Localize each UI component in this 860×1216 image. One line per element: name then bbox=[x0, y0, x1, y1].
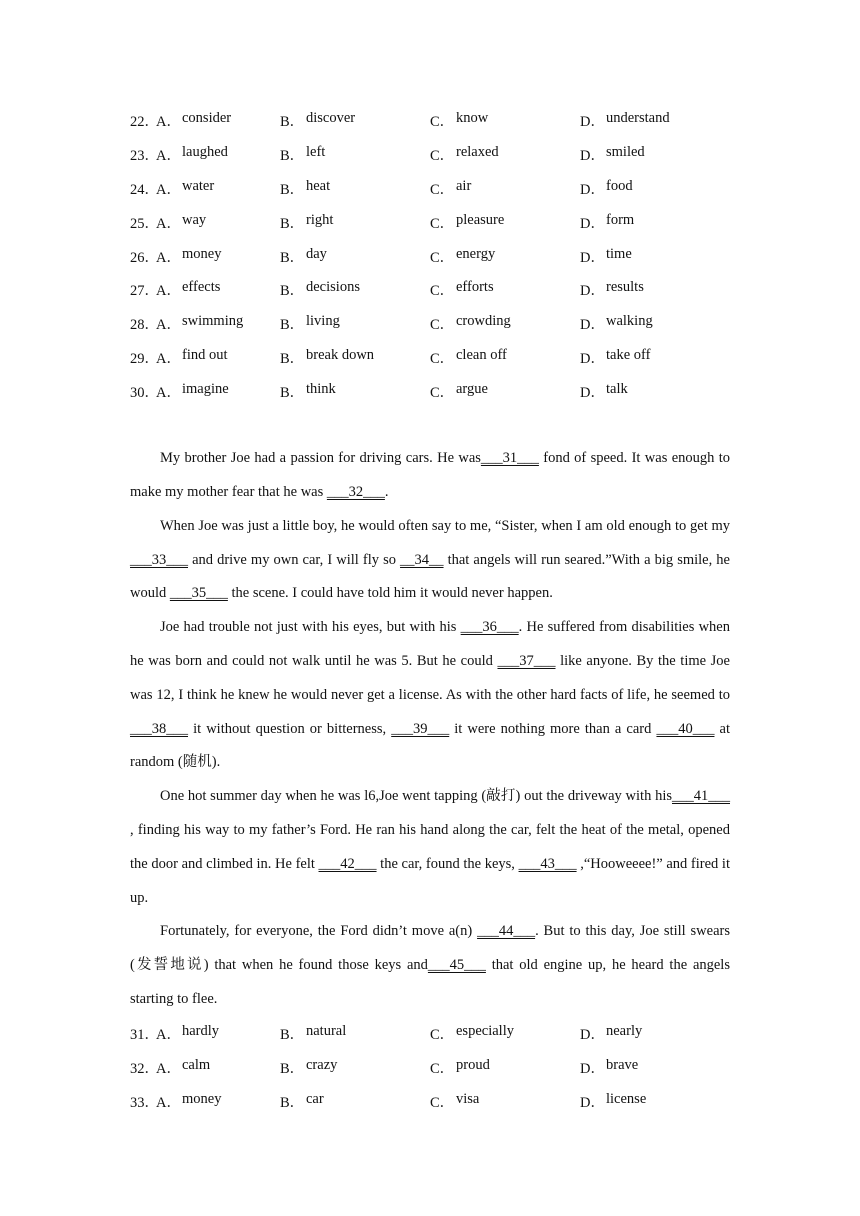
option-text: swimming bbox=[182, 313, 244, 330]
question-number: 26． bbox=[130, 249, 159, 266]
answer-option bbox=[430, 1091, 580, 1112]
question-row bbox=[130, 307, 730, 341]
option-text: money bbox=[182, 245, 222, 262]
passage-text: at random (随机). bbox=[130, 720, 730, 771]
option-letter: A． bbox=[156, 114, 181, 131]
answer-option bbox=[430, 1057, 580, 1078]
question-row bbox=[130, 239, 730, 273]
option-text: car bbox=[306, 1090, 324, 1107]
option-text: understand bbox=[606, 110, 670, 127]
option-text: crazy bbox=[306, 1056, 338, 1073]
option-letter: B． bbox=[280, 249, 305, 266]
option-letter: C． bbox=[430, 350, 455, 367]
question-number: 29． bbox=[130, 350, 159, 367]
answer-option bbox=[156, 110, 280, 131]
question-number: 25． bbox=[130, 215, 159, 232]
passage-paragraph bbox=[130, 780, 730, 915]
question-number: 30． bbox=[130, 384, 159, 401]
option-letter: B． bbox=[280, 181, 305, 198]
answer-option bbox=[580, 313, 730, 334]
option-text: water bbox=[182, 177, 215, 194]
option-text: break down bbox=[306, 346, 375, 363]
answer-blank: ___31___ bbox=[480, 450, 539, 467]
answer-option bbox=[280, 110, 430, 131]
answer-option bbox=[580, 347, 730, 368]
option-letter: D． bbox=[580, 384, 605, 401]
option-letter: D． bbox=[580, 181, 605, 198]
answer-blank: ___38___ bbox=[130, 720, 188, 737]
answer-option bbox=[156, 212, 280, 233]
answer-blank: ___44___ bbox=[477, 923, 536, 940]
question-list-22-30 bbox=[130, 104, 730, 408]
option-text: air bbox=[456, 177, 472, 194]
answer-option bbox=[156, 246, 280, 267]
option-text: relaxed bbox=[456, 144, 499, 161]
option-text: brave bbox=[606, 1056, 639, 1073]
question-number: 24． bbox=[130, 181, 159, 198]
answer-blank: __34__ bbox=[400, 551, 444, 568]
answer-blank: ___41___ bbox=[672, 788, 730, 805]
answer-blank: ___43___ bbox=[518, 855, 577, 872]
option-letter: C． bbox=[430, 148, 455, 165]
answer-option bbox=[580, 381, 730, 402]
passage-text: and drive my own car, I will fly so bbox=[188, 551, 401, 568]
passage-text: , finding his way to my father’s Ford. He ran his hand along the car, felt the heat of the metal, opened the door and climbed in. He felt bbox=[130, 821, 730, 872]
option-text: results bbox=[606, 279, 644, 296]
option-letter: A． bbox=[156, 181, 181, 198]
answer-blank: ___35___ bbox=[169, 585, 228, 602]
option-text: know bbox=[456, 110, 489, 127]
option-text: time bbox=[606, 245, 632, 262]
passage-text: My brother Joe had a passion for driving cars. He was bbox=[160, 450, 481, 467]
answer-option bbox=[580, 212, 730, 233]
option-text: nearly bbox=[606, 1023, 643, 1040]
option-text: way bbox=[182, 211, 207, 228]
answer-option bbox=[430, 144, 580, 165]
answer-option bbox=[430, 381, 580, 402]
answer-option bbox=[580, 1091, 730, 1112]
passage-paragraph bbox=[130, 442, 730, 510]
question-number: 23． bbox=[130, 148, 159, 165]
option-text: calm bbox=[182, 1056, 211, 1073]
question-number: 28． bbox=[130, 317, 159, 334]
answer-option bbox=[280, 347, 430, 368]
answer-option bbox=[280, 212, 430, 233]
answer-option bbox=[280, 178, 430, 199]
option-text: money bbox=[182, 1090, 222, 1107]
option-text: left bbox=[306, 144, 326, 161]
answer-option bbox=[430, 279, 580, 300]
option-letter: D． bbox=[580, 350, 605, 367]
question-number: 32． bbox=[130, 1060, 159, 1077]
question-row bbox=[130, 138, 730, 172]
answer-option bbox=[156, 178, 280, 199]
option-letter: B． bbox=[280, 1027, 305, 1044]
answer-option bbox=[156, 1023, 280, 1044]
option-text: form bbox=[606, 211, 635, 228]
option-text: effects bbox=[182, 279, 221, 296]
option-letter: A． bbox=[156, 283, 181, 300]
option-text: walking bbox=[606, 313, 653, 330]
option-text: pleasure bbox=[456, 211, 505, 228]
option-text: visa bbox=[456, 1090, 480, 1107]
option-letter: B． bbox=[280, 1094, 305, 1111]
option-letter: A． bbox=[156, 148, 181, 165]
option-letter: B． bbox=[280, 148, 305, 165]
question-row bbox=[130, 374, 730, 408]
option-text: living bbox=[306, 313, 340, 330]
option-letter: A． bbox=[156, 1060, 181, 1077]
option-letter: B． bbox=[280, 215, 305, 232]
option-letter: B． bbox=[280, 114, 305, 131]
answer-blank: ___36___ bbox=[460, 619, 519, 636]
answer-option bbox=[156, 313, 280, 334]
option-text: decisions bbox=[306, 279, 360, 296]
passage-text: One hot summer day when he was l6,Joe went tapping (敲打) out the driveway with his bbox=[160, 788, 672, 805]
passage-paragraph bbox=[130, 510, 730, 611]
option-text: efforts bbox=[456, 279, 494, 296]
cloze-passage bbox=[130, 442, 730, 1017]
passage-text: . But to this day, Joe still swears (发誓地说) that when he found those keys and bbox=[130, 923, 730, 974]
question-row bbox=[130, 104, 730, 138]
answer-option bbox=[430, 1023, 580, 1044]
answer-blank: ___33___ bbox=[130, 551, 188, 568]
passage-text: that angels will run seared.”With a big smile, he would bbox=[130, 551, 730, 602]
answer-option bbox=[580, 178, 730, 199]
passage-text: the car, found the keys, bbox=[376, 855, 519, 872]
option-letter: C． bbox=[430, 249, 455, 266]
question-row bbox=[130, 172, 730, 206]
answer-option bbox=[156, 381, 280, 402]
answer-option bbox=[280, 381, 430, 402]
passage-text: . bbox=[384, 483, 389, 500]
question-number: 33． bbox=[130, 1094, 159, 1111]
option-letter: B． bbox=[280, 283, 305, 300]
option-text: think bbox=[306, 380, 336, 397]
option-letter: D． bbox=[580, 249, 605, 266]
option-letter: A． bbox=[156, 384, 181, 401]
option-letter: C． bbox=[430, 1094, 455, 1111]
passage-text: Joe had trouble not just with his eyes, but with his bbox=[160, 619, 461, 636]
option-letter: A． bbox=[156, 1027, 181, 1044]
answer-option bbox=[280, 279, 430, 300]
option-letter: D． bbox=[580, 317, 605, 334]
option-text: take off bbox=[606, 346, 651, 363]
answer-option bbox=[156, 279, 280, 300]
option-text: smiled bbox=[606, 144, 645, 161]
answer-option bbox=[156, 1091, 280, 1112]
option-letter: A． bbox=[156, 350, 181, 367]
question-row bbox=[130, 205, 730, 239]
option-text: food bbox=[606, 177, 633, 194]
option-text: find out bbox=[182, 346, 228, 363]
passage-text: it without question or bitterness, bbox=[188, 720, 392, 737]
option-letter: C． bbox=[430, 317, 455, 334]
option-letter: D． bbox=[580, 1027, 605, 1044]
option-letter: A． bbox=[156, 215, 181, 232]
option-text: natural bbox=[306, 1023, 347, 1040]
answer-option bbox=[430, 347, 580, 368]
answer-option bbox=[430, 246, 580, 267]
question-number: 31． bbox=[130, 1027, 159, 1044]
option-letter: B． bbox=[280, 1060, 305, 1077]
question-row bbox=[130, 341, 730, 375]
option-text: heat bbox=[306, 177, 331, 194]
option-letter: A． bbox=[156, 249, 181, 266]
option-letter: C． bbox=[430, 384, 455, 401]
answer-option bbox=[580, 1057, 730, 1078]
option-letter: C． bbox=[430, 283, 455, 300]
passage-text: . He suffered from disabilities when he was born and could not walk until he was 5. But he could bbox=[130, 619, 730, 669]
question-list-31-33 bbox=[130, 1017, 730, 1118]
answer-option bbox=[430, 110, 580, 131]
answer-option bbox=[430, 313, 580, 334]
option-text: laughed bbox=[182, 144, 228, 161]
passage-text: the scene. I could have told him it would never happen. bbox=[227, 585, 553, 602]
answer-option bbox=[156, 347, 280, 368]
answer-option bbox=[580, 144, 730, 165]
passage-text: fond of speed. It was enough to make my mother fear that he was bbox=[130, 450, 731, 500]
option-letter: D． bbox=[580, 283, 605, 300]
option-text: right bbox=[306, 211, 334, 228]
passage-paragraph bbox=[130, 611, 730, 780]
passage-text: like anyone. By the time Joe was 12, I think he knew he would never get a license. As with the other hard facts of life, he seemed to bbox=[130, 652, 730, 703]
question-row bbox=[130, 273, 730, 307]
question-row bbox=[130, 1084, 730, 1118]
option-letter: D． bbox=[580, 114, 605, 131]
option-text: energy bbox=[456, 245, 496, 262]
option-text: proud bbox=[456, 1056, 490, 1073]
option-letter: A． bbox=[156, 317, 181, 334]
option-letter: B． bbox=[280, 384, 305, 401]
answer-option bbox=[430, 178, 580, 199]
answer-option bbox=[280, 246, 430, 267]
option-text: consider bbox=[182, 110, 232, 127]
answer-blank: ___39___ bbox=[391, 720, 450, 737]
option-letter: D． bbox=[580, 148, 605, 165]
option-letter: A． bbox=[156, 1094, 181, 1111]
option-text: crowding bbox=[456, 313, 511, 330]
question-row bbox=[130, 1017, 730, 1051]
answer-option bbox=[280, 1023, 430, 1044]
answer-option bbox=[580, 110, 730, 131]
answer-blank: ___40___ bbox=[656, 720, 715, 737]
option-letter: C． bbox=[430, 181, 455, 198]
option-letter: D． bbox=[580, 1094, 605, 1111]
option-letter: D． bbox=[580, 1060, 605, 1077]
answer-option bbox=[580, 246, 730, 267]
option-text: especially bbox=[456, 1023, 514, 1040]
answer-option bbox=[580, 279, 730, 300]
answer-blank: ___42___ bbox=[318, 855, 377, 872]
option-text: day bbox=[306, 245, 327, 262]
option-letter: B． bbox=[280, 350, 305, 367]
option-letter: C． bbox=[430, 215, 455, 232]
passage-text: When Joe was just a little boy, he would often say to me, “Sister, when I am old enough to get my bbox=[160, 517, 730, 534]
option-text: hardly bbox=[182, 1023, 220, 1040]
passage-text: Fortunately, for everyone, the Ford didn’t move a(n) bbox=[160, 923, 478, 940]
answer-option bbox=[430, 212, 580, 233]
answer-option bbox=[156, 1057, 280, 1078]
passage-text: that old engine up, he heard the angels starting to flee. bbox=[130, 957, 730, 1007]
option-text: discover bbox=[306, 110, 356, 127]
option-letter: B． bbox=[280, 317, 305, 334]
question-row bbox=[130, 1051, 730, 1085]
option-letter: D． bbox=[580, 215, 605, 232]
answer-option bbox=[280, 1091, 430, 1112]
passage-text: it were nothing more than a card bbox=[449, 720, 657, 737]
answer-option bbox=[280, 144, 430, 165]
passage-paragraph bbox=[130, 915, 730, 1016]
option-letter: C． bbox=[430, 114, 455, 131]
option-text: license bbox=[606, 1090, 647, 1107]
option-letter: C． bbox=[430, 1060, 455, 1077]
passage-text: ,“Hooweeee!” and fired it up. bbox=[130, 855, 730, 906]
option-text: talk bbox=[606, 380, 628, 397]
option-text: clean off bbox=[456, 346, 507, 363]
option-text: imagine bbox=[182, 380, 229, 397]
answer-option bbox=[280, 1057, 430, 1078]
answer-option bbox=[280, 313, 430, 334]
answer-option bbox=[156, 144, 280, 165]
answer-blank: ___45___ bbox=[427, 957, 486, 974]
answer-blank: ___37___ bbox=[497, 652, 556, 669]
exam-page bbox=[130, 104, 730, 1118]
option-letter: C． bbox=[430, 1027, 455, 1044]
question-number: 22． bbox=[130, 114, 159, 131]
answer-option bbox=[580, 1023, 730, 1044]
answer-blank: ___32___ bbox=[326, 483, 385, 500]
question-number: 27． bbox=[130, 283, 159, 300]
option-text: argue bbox=[456, 380, 488, 397]
